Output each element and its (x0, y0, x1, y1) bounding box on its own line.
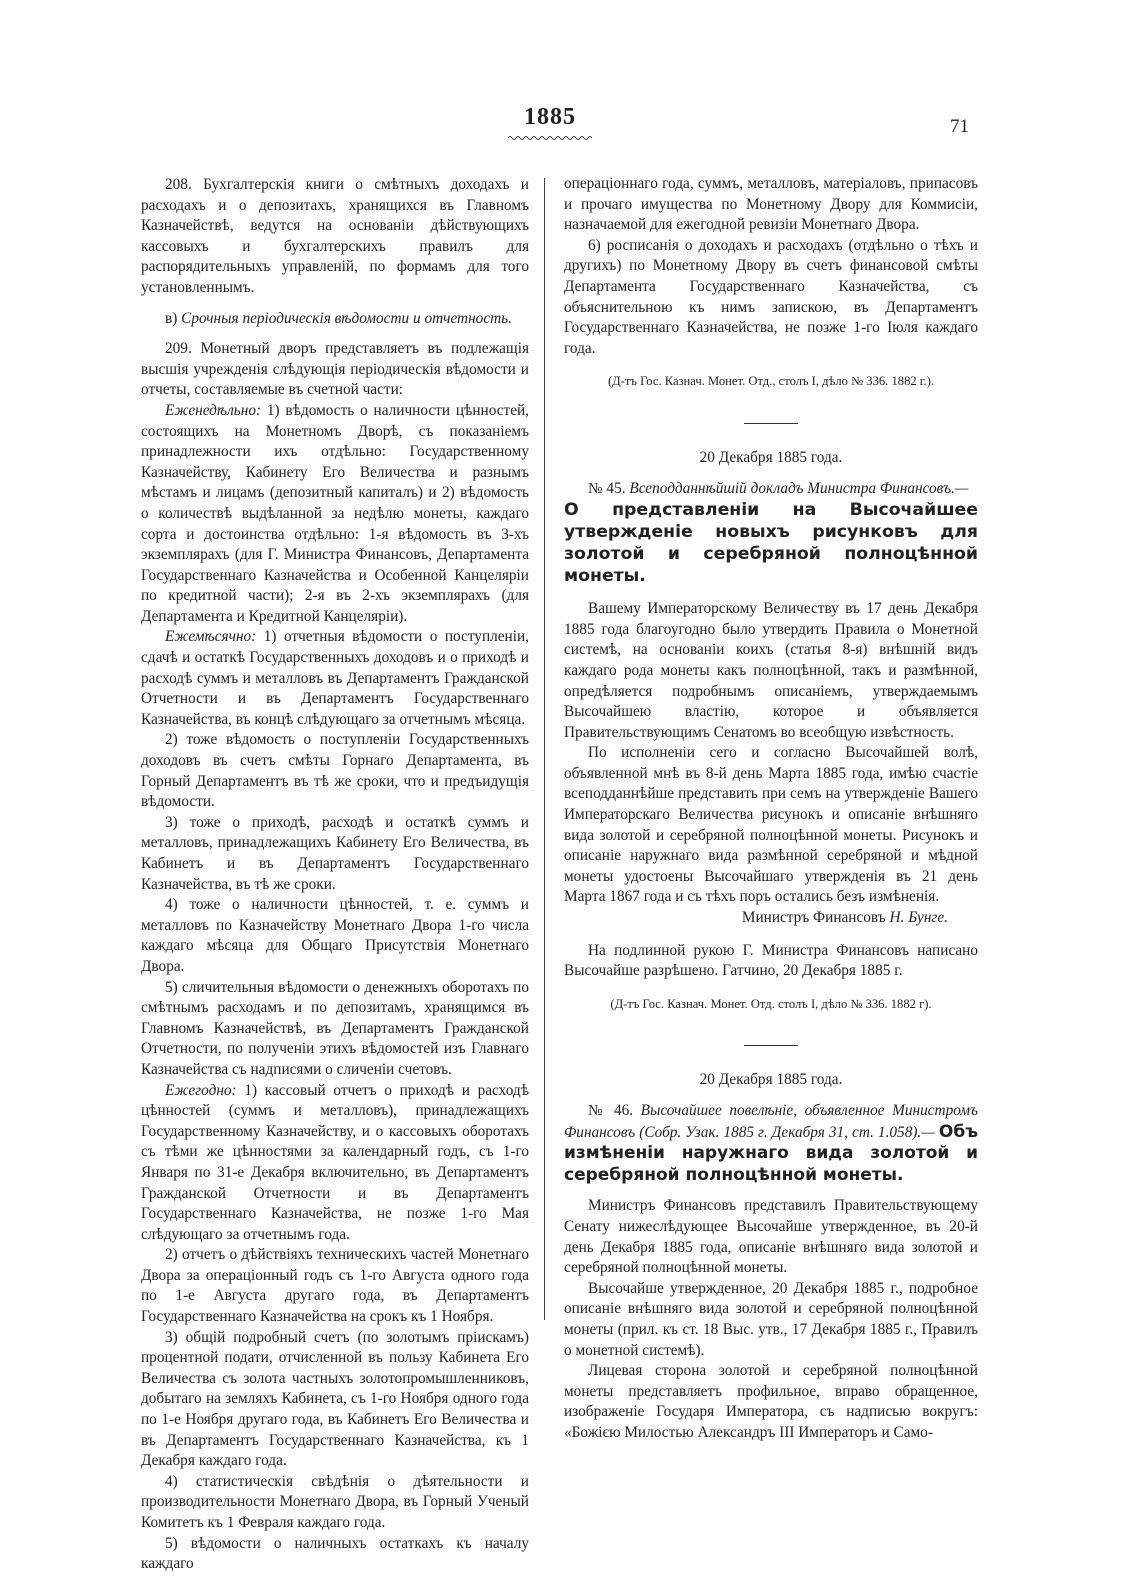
document-46-kind: Высочайшее повелѣніе, объявленное Министромъ Финансовъ (Собр. Узак. 1885 г. Декабря 31, ст. 1.058).— (564, 1102, 978, 1141)
document-45-number: № 45. (588, 479, 626, 497)
document-46-paragraph-3: Лицевая сторона золотой и серебряной полноцѣнной монеты представляетъ профильное, вправо обращенное, изображеніе Государя Императора, съ надписью вокругъ: «Божією Милостью Александръ III Императоръ и Само- (564, 1362, 978, 1441)
document-46-title: Объ измѣненіи наружнаго вида золотой и серебряной полноцѣнной монеты. (564, 1121, 978, 1185)
column-divider (544, 178, 545, 1320)
article-209: 209. Монетный дворъ представляетъ въ подлежащія высшія учрежденія слѣдующія періодическія вѣдомости и отчеты, составляемые въ счетной части: (141, 340, 529, 399)
separator-2 (744, 1045, 798, 1046)
document-46-paragraph-2: Высочайше утвержденное, 20 Декабря 1885 г., подробное описаніе внѣшняго вида золотой и серебряной полноцѣнной монеты (прил. къ ст. 18 Выс. утв., 17 Декабря 1885 г., Правилъ о монетной системѣ). (564, 1279, 978, 1359)
yearly-item-2: 2) отчетъ о дѣйствіяхъ техническихъ частей Монетнаго Двора за операціонный годъ съ 1-го Августа одного года по 1-е Августа другаго года, въ Департаментъ Государственнаго Казначейства на срокъ къ 1 Ноября. (141, 1246, 529, 1326)
weekly-paragraph (141, 401, 529, 628)
monthly-item-4: 4) тоже о наличности цѣнностей, т. е. суммъ и металловъ по Казначейству Монетнаго Двора 1-го числа каждаго мѣсяца для Общаго Присутствія Монетнаго Двора. (141, 896, 529, 975)
yearly-item-3: 3) общій подробный счетъ (по золотымъ пріискамъ) процентной подати, отчисленной въ пользу Кабинета Его Величества съ золота частныхъ золотопромышленниковъ, добытаго на земляхъ Кабинета, съ 1-го Ноября одного года по 1-е Ноября другаго года, въ Кабинетъ Его Величества и въ Департаментъ Государственнаго Казначейства, къ 1 Декабря каждаго года. (141, 1328, 529, 1470)
monthly-paragraph (141, 627, 529, 730)
signature (564, 908, 978, 929)
yearly-paragraph (141, 1081, 529, 1246)
left-column (141, 175, 529, 1575)
section-letter: в) (165, 309, 178, 327)
yearly-item-6: 6) росписанія о доходахъ и расходахъ (отдѣльно о тѣхъ и другихъ) по Монетному Двору въ счетъ финансовой смѣты Департамента Государственнаго Казначейства, съ объяснительною къ нимъ запискою, въ Департаментъ Государственнаго Казначейства, не позже 1-го Іюля каждаго года. (564, 236, 978, 357)
archive-note-1: (Д-тъ Гос. Казнач. Монет. Отд., столъ I, дѣло № 336. 1882 г.). (607, 374, 935, 389)
page-number: 71 (950, 116, 969, 137)
monthly-text: 1) отчетныя вѣдомости о поступленіи, сдачѣ и остаткѣ Государственныхъ доходовъ и о приходѣ и расходѣ суммъ и металловъ въ Департаментъ Гражданской Отчетности и въ Департаментъ Государственнаго Казначейства, въ концѣ слѣдующаго за отчетнымъ мѣсяца. (141, 628, 530, 728)
wavy-underline (508, 135, 592, 141)
monthly-item-3: 3) тоже о приходѣ, расходѣ и остаткѣ суммъ и металловъ, принадлежащихъ Кабинету Его Величества, въ Кабинетъ и въ Департаментъ Государственнаго Казначейства, въ тѣ же сроки. (141, 813, 529, 893)
signature-name: Н. Бунге. (889, 909, 948, 927)
article-208: 208. Бухгалтерскія книги о смѣтныхъ доходахъ и расходахъ и о депозитахъ, хранящихся въ Главномъ Казначействѣ, ведутся на основаніи дѣйствующихъ кассовыхъ и бухгалтерскихъ правилъ для распорядительныхъ управленій, по формамъ для того установленнымъ. (141, 176, 529, 296)
document-45-paragraph-1: Вашему Императорскому Величеству въ 17 день Декабря 1885 года благоугодно было утвердить Правила о Монетной системѣ, на основаніи коихъ (статья 8-я) внѣшній видъ каждаго рода монеты какъ полноцѣнной, такъ и размѣнной, опредѣляется подробнымъ описаніемъ, утверждаемымъ Высочайшею властію, которое и объявляется Правительствующимъ Сенатомъ во всеобщую извѣстность. (564, 600, 978, 741)
section-heading (141, 309, 529, 330)
document-45-heading (564, 479, 978, 500)
document-45-paragraph-3: На подлинной рукою Г. Министра Финансовъ написано Высочайше разрѣшено. Гатчино, 20 Декабря 1885 г. (564, 941, 978, 980)
document-45-kind: Всеподданнѣйшій докладъ Министра Финансовъ.— (629, 479, 969, 497)
right-column (564, 174, 978, 1444)
monthly-item-2: 2) тоже вѣдомость о поступленіи Государственныхъ доходовъ въ счетъ смѣты Горнаго Департамента, въ Горный Департаментъ въ тѣ же сроки, что и предъидущія вѣдомости. (141, 731, 529, 811)
page-header (0, 104, 1140, 144)
weekly-label: Еженедѣльно: (165, 401, 262, 419)
monthly-item-5: 5) сличительныя вѣдомости о денежныхъ оборотахъ по смѣтнымъ расходамъ и по депозитамъ, хранящимся въ Главномъ Казначействѣ, въ Департаментъ Гражданской Отчетности, по полученіи этихъ вѣдомостей изъ Главнаго Казначейства съ надписями о сличеніи счетовъ. (141, 978, 529, 1078)
document-46-number: № 46. (588, 1102, 634, 1119)
date-1: 20 Декабря 1885 года. (699, 448, 843, 466)
yearly-item-5: 5) вѣдомости о наличныхъ остаткахъ къ началу каждаго (141, 1534, 529, 1573)
signature-prefix: Министръ Финансовъ (741, 909, 886, 927)
document-45-paragraph-2: По исполненіи сего и согласно Высочайшей волѣ, объявленной мнѣ въ 8-й день Марта 1885 года, имѣю счастіе всеподданнѣйше представить при семъ на утвержденіе Вашего Императорскаго Величества рисунокъ и описаніе внѣшняго вида золотой и серебряной полноцѣнной монеты. Рисунокъ и описаніе наружнаго вида размѣнной серебряной и мѣдной монеты удостоены Высочайшаго утвержденія въ 21 день Марта 1867 года и съ тѣхъ поръ остались безъ измѣненія. (564, 744, 978, 906)
document-45-title: О представленіи на Высочайшее утвержденіе новыхъ рисунковъ для золотой и серебряной полноцѣнной монеты. (564, 500, 978, 587)
archive-note-2: (Д-тъ Гос. Казнач. Монет. Отд. столъ I, дѣло № 336. 1882 г). (610, 996, 932, 1011)
continued-paragraph: операціоннаго года, суммъ, металловъ, матеріаловъ, припасовъ и прочаго имущества по Монетному Двору для Коммисіи, назначаемой для ежегодной ревизіи Монетнаго Двора. (564, 175, 978, 234)
yearly-label: Ежегодно: (165, 1081, 237, 1099)
yearly-item-4: 4) статистическія свѣдѣнія о дѣятельности и производительности Монетнаго Двора, въ Горный Ученый Комитетъ къ 1 Февраля каждаго года. (141, 1472, 529, 1531)
weekly-text: 1) вѣдомость о наличности цѣнностей, состоящихъ на Монетномъ Дворѣ, съ показаніемъ принадлежности ихъ отдѣльно: Государственному Казначейству, Кабинету Его Величества и разнымъ мѣстамъ и лицамъ (депозитный капиталъ) и 2) вѣдомость о количествѣ выдѣланной за недѣлю монеты, каждаго сорта и достоинства отдѣльно: 1-я вѣдомость въ 3-хъ экземплярахъ (для Г. Министра Финансовъ, Департамента Государственнаго Казначейства и Особенной Канцеляріи по кредитной части); 2-я въ 2-хъ экземплярахъ (для Департамента и Кредитной Канцеляріи). (141, 401, 529, 625)
header-year: 1885 (524, 104, 576, 130)
monthly-label: Ежемѣсячно: (165, 628, 257, 646)
date-2: 20 Декабря 1885 года. (699, 1071, 843, 1089)
yearly-text: 1) кассовый отчетъ о приходѣ и расходѣ цѣнностей (суммъ и металловъ), принадлежащихъ Государственному Казначейству, и о кассовыхъ оборотахъ съ тѣми же цѣнностями за календарный годъ, съ 1-го Января по 31-е Декабря включительно, въ Департаментъ Гражданской Отчетности и въ Департаментъ Государственнаго Казначейства, не позже 1-го Мая слѣдующаго за отчетнымъ года. (141, 1081, 530, 1243)
document-46-heading (564, 1101, 978, 1186)
section-title: Срочныя періодическія вѣдомости и отчетность. (181, 309, 512, 327)
document-46-paragraph-1: Министръ Финансовъ представилъ Правительствующему Сенату нижеслѣдующее Высочайше утвержденное, въ 20-й день Декабря 1885 года, описаніе внѣшняго вида золотой и серебряной полноцѣнной монеты. (564, 1197, 978, 1277)
separator-1 (744, 423, 798, 424)
